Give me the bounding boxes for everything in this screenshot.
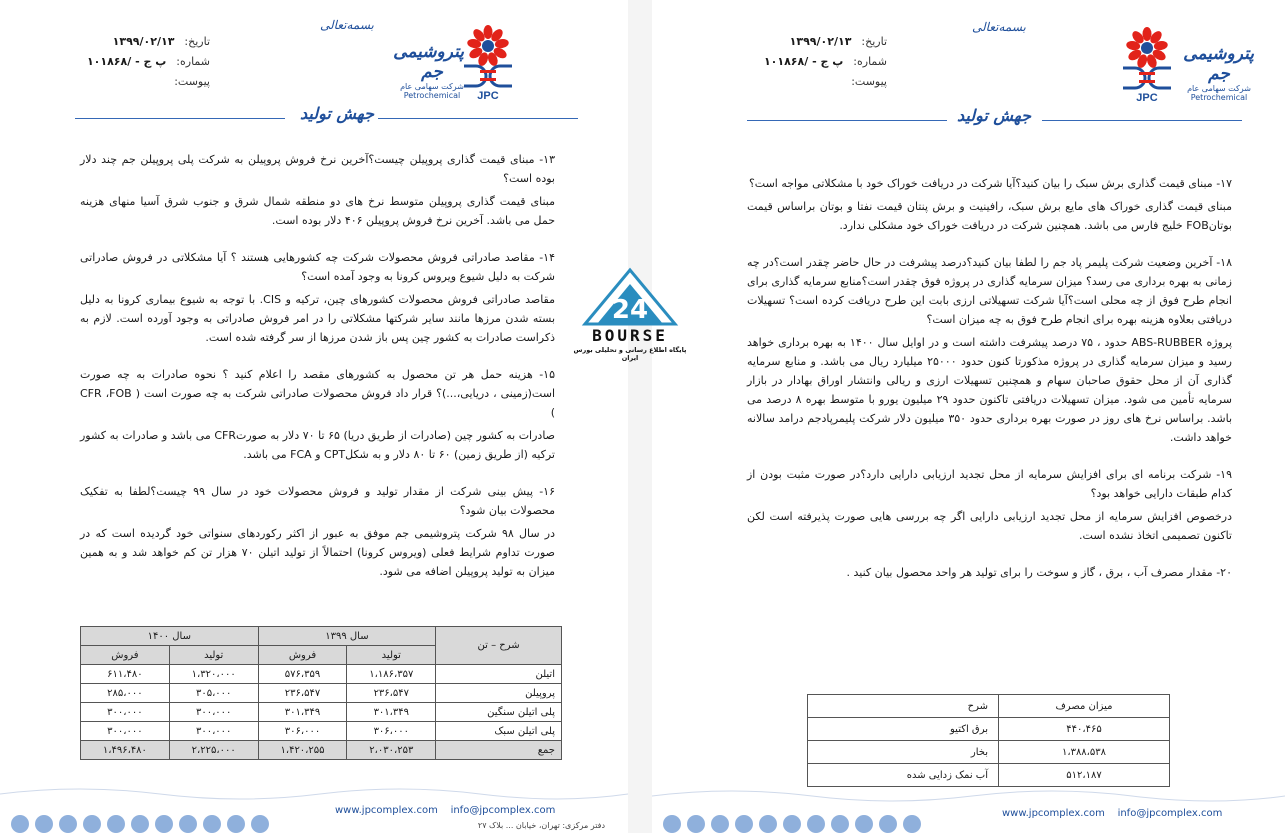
jpc-flower-icon [458,22,518,102]
number-label: شماره: [853,55,887,68]
table-subheader-sales: فروش [81,646,170,665]
footer-contacts [335,805,555,816]
table-header-year-1399: سال ۱۳۹۹ [258,627,436,646]
header-rule-left [75,118,285,119]
header-rule-right [378,118,578,119]
letter-meta [747,32,887,92]
watermark-brand: BOURSE [592,326,668,345]
cell-production-1399: ۲۳۶،۵۴۷ [347,684,436,703]
subject-heading: بسمه‌تعالی [320,18,374,32]
slogan: جهش تولید [300,104,375,123]
cell-value: ۱،۳۸۸،۵۳۸ [999,741,1170,764]
table-header-desc: شرح [808,695,999,718]
answer-17: مبنای قیمت گذاری خوراک های مایع برش سبک، رافینیت و برش پنتان قیمت نفتا و بوتان براساس قیمت بوتانFOB خلیج فارس می باشد. همچنین شرکت در دریافت خوراک خود مشکلی ندارد. [747,200,1232,232]
attachment-label: پیوست: [174,75,210,88]
table-row [81,665,562,684]
svg-text:JPC: JPC [477,90,499,102]
answer-13: مبنای قیمت گذاری پروپیلن متوسط نرخ های دو منطقه شمال شرق و جنوب شرق آسیا منهای هزینه حمل می باشد. آخرین نرخ فروش پروپیلن ۴۰۶ دلار بوده است. [80,195,555,227]
answer-15: صادرات به کشور چین (صادرات از طریق دریا) ۶۵ تا ۷۰ دلار به صورتCFR می باشد و صادرات به کشور ترکیه (از طریق زمین) ۶۰ تا ۸۰ دلار و به شکلCPT و FCA می باشد. [80,429,556,461]
footer-website[interactable]: www.jpcomplex.com [335,805,438,816]
cell-production-1399: ۳۰۶،۰۰۰ [347,722,436,741]
jpc-flower-icon [1117,24,1177,104]
table-row [81,722,562,741]
total-sales-1400: ۱،۴۹۶،۴۸۰ [81,741,170,760]
footer-website[interactable]: www.jpcomplex.com [1002,808,1105,819]
attachment-label: پیوست: [851,75,887,88]
cell-sales-1400: ۶۱۱،۴۸۰ [81,665,170,684]
footer-address: دفتر مرکزی: تهران، خیابان ... بلاک ۲۷ [477,821,605,830]
logo-sub: Petrochemical [1190,93,1248,102]
total-sales-1399: ۱،۴۲۰،۲۵۵ [258,741,347,760]
logo-tagline: شرکت سهامی عام [400,82,464,91]
cell-production-1400: ۳۰۵،۰۰۰ [169,684,258,703]
cell-name: بخار [808,741,999,764]
logo-company-name: پتروشیمی جم [393,42,464,82]
table-row [81,684,562,703]
question-17: ۱۷- مبنای قیمت گذاری برش سبک را بیان کنید؟آیا شرکت در دریافت خوراک خود با مشکلاتی مواجه است؟ [748,177,1232,190]
letter-page-left [0,0,628,833]
question-19: ۱۹- شرکت برنامه ای برای افزایش سرمایه از محل تجدید ارزیابی دارایی دارد؟در صورت مثبت بودن از کدام طبقات دارایی خواهد بود؟ [747,468,1232,500]
subject-heading: بسمه‌تعالی [972,20,1026,34]
answer-14: مقاصد صادراتی فروش محصولات کشورهای چین، ترکیه و CIS. با توجه به شیوع بیماری کرونا به دلیل بسته شدن مرزها مانند سایر شرکتها مشکلاتی را در امر فروش صادراتی به وجود آورده است. لازم به ذکراست صادرات به کشور چین پس باز شدن مرزها از سر گرفته شده است. [80,293,555,344]
table-row [808,741,1170,764]
watermark-tagline: پایگاه اطلاع رسانی و تحلیلی بورس ایران [573,346,687,362]
cell-name: آب نمک زدایی شده [808,764,999,787]
logo-tagline: شرکت سهامی عام [1187,84,1251,93]
total-production-1400: ۲،۲۲۵،۰۰۰ [169,741,258,760]
letter-body [80,150,555,599]
answer-19: درخصوص افزایش سرمایه از محل تجدید ارزیابی دارایی اگر چه بررسی هایی صورت پذیرفته است لکن تاکنون تصمیمی اتخاذ نشده است. [747,510,1232,542]
footer-contacts [1002,808,1222,819]
cell-value: ۴۴۰،۴۶۵ [999,718,1170,741]
table-header-desc: شرح – تن [436,627,562,665]
watermark-numeral: 24 [611,295,649,325]
question-14: ۱۴- مقاصد صادراتی فروش محصولات شرکت چه کشورهایی هستند ؟ آیا مشکلاتی در فروش صادراتی شرکت به دلیل شیوع ویروس کرونا به وجود آمده است؟ [80,251,555,283]
date-value: ۱۳۹۹/۰۲/۱۳ [112,35,175,48]
table-row [81,703,562,722]
bourse24-logo-icon [575,266,685,328]
answer-16: در سال ۹۸ شرکت پتروشیمی جم موفق به عبور از اکثر رکوردهای سنواتی خود گردیده است که در صورت تداوم شرایط فعلی (ویروس کرونا) احتمالاً از تولید اتیلن ۷۰ هزار تن کم خواهد شد و به همین میزان به تولید پروپیلن اضافه می شود. [80,527,556,578]
row-name: اتیلن [436,665,562,684]
date-value: ۱۳۹۹/۰۲/۱۳ [789,35,852,48]
date-label: تاریخ: [184,35,210,48]
number-label: شماره: [176,55,210,68]
table-total-row [81,741,562,760]
cell-sales-1399: ۳۰۱،۳۴۹ [258,703,347,722]
table-header-year-1400: سال ۱۴۰۰ [81,627,259,646]
footer-email[interactable]: info@jpcomplex.com [1117,808,1223,819]
svg-text:JPC: JPC [1136,92,1158,104]
number-value: ۱۰۱۸۶۸/ - پ ج [86,55,167,68]
cell-sales-1400: ۳۰۰،۰۰۰ [81,722,170,741]
cell-value: ۵۱۲،۱۸۷ [999,764,1170,787]
cell-sales-1399: ۳۰۶،۰۰۰ [258,722,347,741]
table-subheader-sales: فروش [258,646,347,665]
table-subheader-production: تولید [347,646,436,665]
question-20: ۲۰- مقدار مصرف آب ، برق ، گاز و سوخت را برای تولید هر واحد محصول بیان کنید . [846,566,1232,579]
letter-page-right [652,0,1285,833]
header-rule-left [747,120,947,121]
question-15: ۱۵- هزینه حمل هر تن محصول به کشورهای مقصد را اعلام کنید ؟ نحوه صادرات به چه صورت است(زمینی ، دریایی،...)؟ قرار داد فروش محصولات صادراتی شرکت به چه صورت است ( CFR ،FOB ) [80,368,555,419]
row-name: پروپیلن [436,684,562,703]
row-name: پلی اتیلن سنگین [436,703,562,722]
table-row [808,718,1170,741]
consumption-table [807,694,1170,787]
slogan: جهش تولید [957,106,1032,125]
logo-sub: Petrochemical [403,91,461,100]
answer-18: پروژه ABS-RUBBER حدود ، ۷۵ درصد پیشرفت داشته است و در اوایل سال ۱۴۰۰ به بهره برداری خواهد رسید و میزان سرمایه گذاری در پروژه مذکورتا کنون حدود ۲۵۰۰۰ میلیارد ریال می باشد. و منابع سرمایه گذاری آن از محل حقوق صاحبان سهام و همچنین تسهیلات ارزی و ریالی وانتشار اوراق بهادار در بازار سرمایه تأمین می شود. میزان تسهیلات دریافتی تاکنون حدود ۲۹ میلیون یورو با متوسط بهره ۸ درصد می باشد. براساس نرخ های روز در صورت بهره برداری حدود ۳۵۰ میلیون دلار شرکت پلیمرپادجم درامد سالانه خواهد داشت. [747,336,1233,444]
question-13: ۱۳- مبنای قیمت گذاری پروپیلن چیست؟آخرین نرخ فروش پروپیلن به شرکت پلی پروپیلن جم چند دلار بوده است؟ [80,153,555,185]
header-rule-right [1042,120,1242,121]
cell-sales-1400: ۲۸۵،۰۰۰ [81,684,170,703]
total-label: جمع [436,741,562,760]
cell-sales-1399: ۵۷۶،۳۵۹ [258,665,347,684]
production-table [80,626,562,760]
table-header-value: میزان مصرف [999,695,1170,718]
cell-sales-1399: ۲۳۶،۵۴۷ [258,684,347,703]
row-name: پلی اتیلن سبک [436,722,562,741]
cell-production-1400: ۳۰۰،۰۰۰ [169,722,258,741]
logo-text [393,42,464,100]
table-subheader-production: تولید [169,646,258,665]
cell-production-1399: ۱،۱۸۶،۳۵۷ [347,665,436,684]
letter-body [747,174,1232,586]
cell-production-1399: ۳۰۱،۳۴۹ [347,703,436,722]
question-16: ۱۶- پیش بینی شرکت از مقدار تولید و فروش محصولات خود در سال ۹۹ چیست؟لطفا به تفکیک محصولات بیان شود؟ [80,485,555,517]
total-production-1399: ۲،۰۳۰،۲۵۳ [347,741,436,760]
cell-sales-1400: ۳۰۰،۰۰۰ [81,703,170,722]
question-18: ۱۸- آخرین وضعیت شرکت پلیمر پاد جم را لطفا بیان کنید؟درصد پیشرفت در حال حاضر چقدر است؟در چه زمانی به بهره برداری می رسد؟ میزان سرمایه گذاری در پروژه فوق چقدر است؟منابع سرمایه گذاری برای انجام طرح فوق از چه محلی است؟آیا شرکت تسهیلاتی ارزی بابت این طرح دریافت کرده است؟ تسهیلات دریافتی بعلاوه هزینه بهره برای انجام طرح فوق به چه میزان است؟ [747,256,1232,326]
cell-production-1400: ۱،۳۲۰،۰۰۰ [169,665,258,684]
logo-company-name: پتروشیمی جم [1183,44,1254,84]
jpc-logo [458,22,578,102]
number-value: ۱۰۱۸۶۸/ - پ ج [763,55,844,68]
cell-production-1400: ۳۰۰،۰۰۰ [169,703,258,722]
date-label: تاریخ: [861,35,887,48]
letter-meta [70,32,210,92]
cell-name: برق اکتیو [808,718,999,741]
footer-email[interactable]: info@jpcomplex.com [450,805,556,816]
page-gap [628,0,652,833]
logo-text [1184,44,1254,102]
